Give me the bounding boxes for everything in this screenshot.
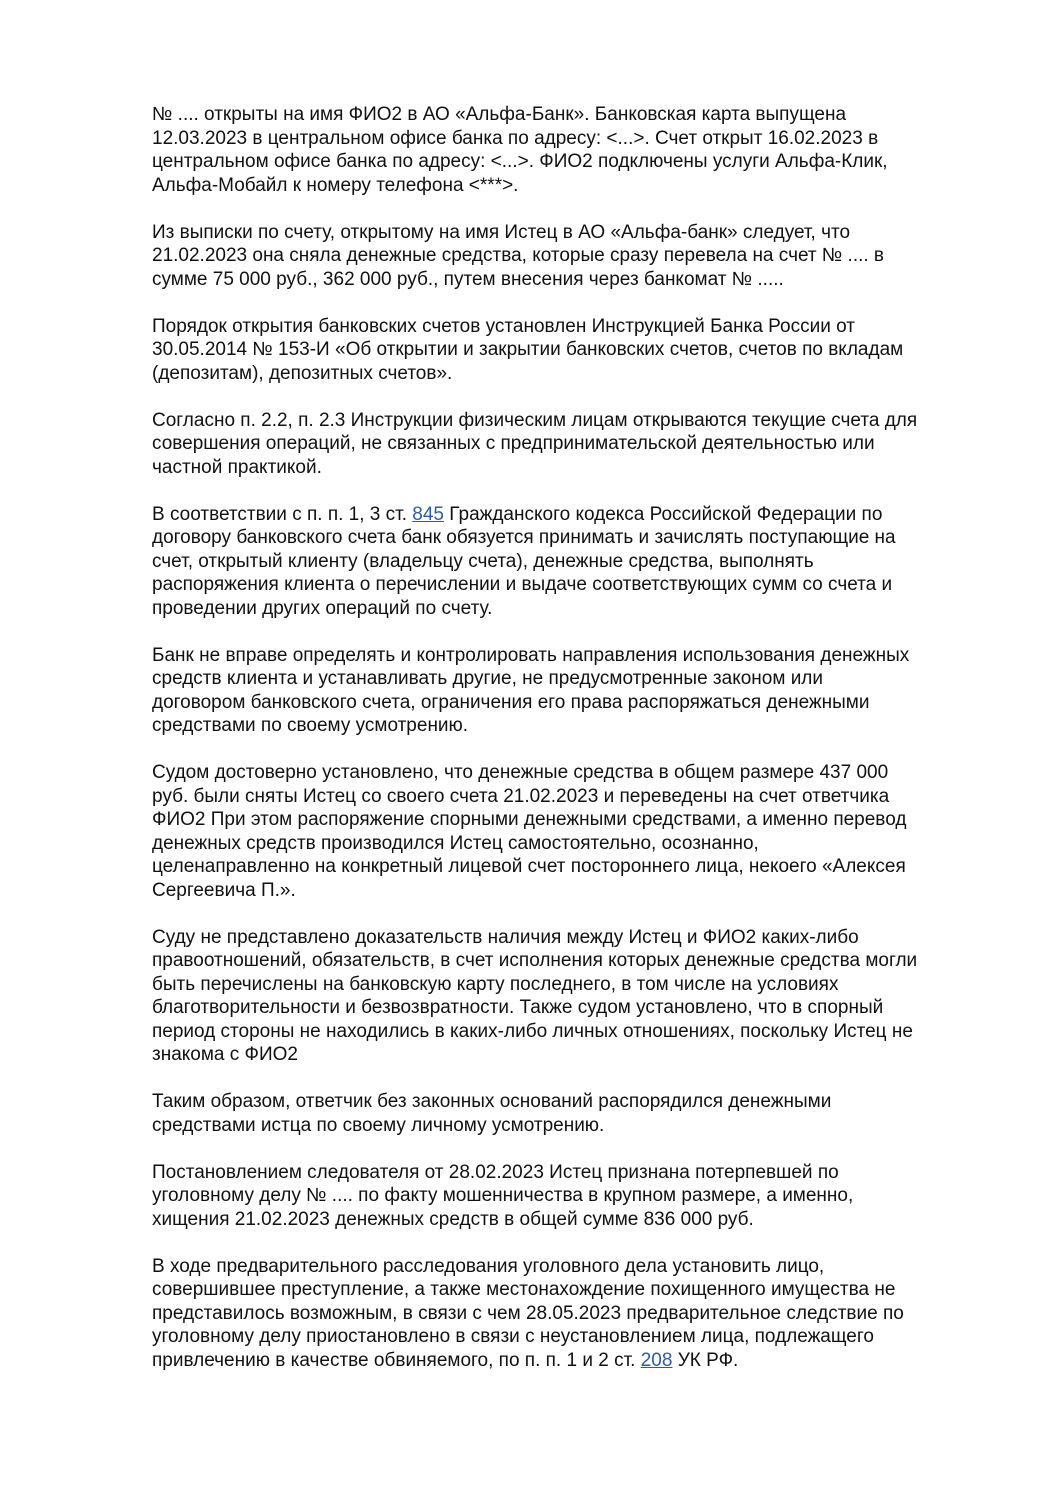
text-line bbox=[152, 691, 1012, 715]
paragraph bbox=[152, 503, 1012, 621]
text-line bbox=[152, 1302, 1012, 1326]
text-line bbox=[152, 103, 1012, 127]
text-segment: уголовному делу приостановлено в связи с неустановлением лица, подлежащего bbox=[152, 1326, 874, 1347]
text-line bbox=[152, 244, 1012, 268]
text-line bbox=[152, 996, 1012, 1020]
paragraph bbox=[152, 761, 1012, 902]
text-line bbox=[152, 879, 1012, 903]
text-segment: хищения 21.02.2023 денежных средств в общей сумме 836 000 руб. bbox=[152, 1208, 754, 1230]
text-line bbox=[152, 456, 1012, 480]
text-line bbox=[152, 1161, 1012, 1185]
text-line bbox=[152, 127, 1012, 151]
text-segment: средствами истца по своему личному усмотрению. bbox=[152, 1114, 605, 1136]
text-line bbox=[152, 1114, 1012, 1138]
paragraph bbox=[152, 315, 1012, 386]
text-line bbox=[152, 714, 1012, 738]
text-line bbox=[152, 1255, 1012, 1279]
text-segment: договором банковского счета, ограничения его права распоряжаться денежными bbox=[152, 691, 870, 713]
text-line bbox=[152, 174, 1012, 198]
text-segment: Согласно п. 2.2, п. 2.3 Инструкции физическим лицам открываются текущие счета для bbox=[152, 409, 918, 431]
text-segment: целенаправленно на конкретный лицевой счет постороннего лица, некоего «Алексея bbox=[152, 856, 906, 877]
text-line bbox=[152, 1349, 1012, 1373]
text-segment: Таким образом, ответчик без законных оснований распорядился денежными bbox=[152, 1091, 832, 1112]
text-line bbox=[152, 150, 1012, 174]
text-segment: совершившее преступление, а также местонахождение похищенного имущества не bbox=[152, 1279, 896, 1300]
text-segment: представилось возможным, в связи с чем 28.05.2023 предварительное следствие по bbox=[152, 1302, 904, 1324]
text-segment: Судом достоверно установлено, что денежные средства в общем размере 437 000 bbox=[152, 762, 889, 783]
text-line bbox=[152, 1278, 1012, 1302]
text-segment: В соответствии с п. п. 1, 3 ст. bbox=[152, 503, 413, 525]
text-line bbox=[152, 1043, 1012, 1067]
text-line bbox=[152, 432, 1012, 456]
paragraph bbox=[152, 644, 1012, 738]
text-line bbox=[152, 667, 1012, 691]
text-segment: 30.05.2014 № 153-И «Об открытии и закрытии банковских счетов, счетов по вкладам bbox=[152, 339, 904, 360]
text-segment: распоряжения клиента о перечислении и выдаче соответствующих сумм со счета и bbox=[152, 574, 893, 595]
document-page bbox=[152, 103, 1012, 1396]
text-line bbox=[152, 973, 1012, 997]
text-segment: правоотношений, обязательств, в счет исполнения которых денежные средства могли bbox=[152, 950, 918, 971]
text-segment: 21.02.2023 она сняла денежные средства, которые сразу перевела на счет № .... в bbox=[152, 245, 885, 266]
text-line bbox=[152, 785, 1012, 809]
text-line bbox=[152, 221, 1012, 245]
text-segment: совершения операций, не связанных с предпринимательской деятельностью или bbox=[152, 433, 875, 454]
text-segment: В ходе предварительного расследования уголовного дела установить лицо, bbox=[152, 1255, 825, 1277]
text-segment: руб. были сняты Истец со своего счета 21.02.2023 и переведены на счет ответчика bbox=[152, 785, 890, 807]
text-line bbox=[152, 855, 1012, 879]
text-line bbox=[152, 550, 1012, 574]
text-segment: частной практикой. bbox=[152, 456, 322, 478]
text-line bbox=[152, 409, 1012, 433]
text-line bbox=[152, 1208, 1012, 1232]
text-segment: проведении других операций по счету. bbox=[152, 597, 493, 619]
text-segment: Сергеевича П.». bbox=[152, 879, 296, 901]
text-segment: Порядок открытия банковских счетов установлен Инструкцией Банка России от bbox=[152, 315, 855, 337]
text-segment: УК РФ. bbox=[672, 1349, 739, 1371]
text-segment: период стороны не находились в каких-либо личных отношениях, поскольку Истец не bbox=[152, 1020, 913, 1042]
text-line bbox=[152, 644, 1012, 668]
text-line bbox=[152, 761, 1012, 785]
text-segment: быть перечислены на банковскую карту последнего, в том числе на условиях bbox=[152, 973, 839, 995]
text-segment: благотворительности и безвозвратности. Также судом установлено, что в спорный bbox=[152, 997, 884, 1018]
text-segment: Банк не вправе определять и контролировать направления использования денежных bbox=[152, 644, 910, 666]
text-line bbox=[152, 315, 1012, 339]
paragraph bbox=[152, 103, 1012, 197]
text-segment: сумме 75 000 руб., 362 000 руб., путем внесения через банкомат № ..... bbox=[152, 268, 784, 290]
text-segment: Суду не представлено доказательств наличия между Истец и ФИО2 каких-либо bbox=[152, 926, 859, 948]
article-link[interactable]: 208 bbox=[640, 1349, 673, 1371]
text-segment: ФИО2 При этом распоряжение спорными денежными средствами, а именно перевод bbox=[152, 809, 907, 830]
text-segment: № .... открыты на имя ФИО2 в АО «Альфа-Банк». Банковская карта выпущена bbox=[152, 104, 847, 125]
text-line bbox=[152, 949, 1012, 973]
paragraph bbox=[152, 1161, 1012, 1232]
text-line bbox=[152, 1020, 1012, 1044]
paragraph bbox=[152, 926, 1012, 1067]
paragraph bbox=[152, 409, 1012, 480]
text-segment: Альфа-Мобайл к номеру телефона <***>. bbox=[152, 174, 519, 196]
text-line bbox=[152, 338, 1012, 362]
text-segment: 12.03.2023 в центральном офисе банка по адресу: <...>. Счет открыт 16.02.2023 в bbox=[152, 127, 879, 149]
paragraph bbox=[152, 221, 1012, 292]
text-segment: уголовному делу № .... по факту мошенничества в крупном размере, а именно, bbox=[152, 1185, 854, 1206]
text-line bbox=[152, 926, 1012, 950]
text-segment: привлечению в качестве обвиняемого, по п. п. 1 и 2 ст. bbox=[152, 1349, 641, 1371]
text-segment: Из выписки по счету, открытому на имя Истец в АО «Альфа-банк» следует, что bbox=[152, 221, 851, 243]
text-segment: Гражданского кодекса Российской Федерации по bbox=[444, 503, 883, 525]
text-line bbox=[152, 362, 1012, 386]
text-line bbox=[152, 573, 1012, 597]
paragraph bbox=[152, 1255, 1012, 1373]
text-line bbox=[152, 1090, 1012, 1114]
article-link[interactable]: 845 bbox=[412, 503, 444, 525]
text-segment: средствами по своему усмотрению. bbox=[152, 715, 469, 736]
text-segment: центральном офисе банка по адресу: <...>. ФИО2 подключены услуги Альфа-Клик, bbox=[152, 151, 888, 172]
text-segment: средств клиента и устанавливать другие, не предусмотренные законом или bbox=[152, 668, 824, 689]
text-segment: Постановлением следователя от 28.02.2023 Истец признана потерпевшей по bbox=[152, 1161, 839, 1183]
text-segment: счет, открытый клиенту (владельцу счета), денежные средства, выполнять bbox=[152, 550, 814, 572]
text-line bbox=[152, 268, 1012, 292]
text-segment: знакома с ФИО2 bbox=[152, 1044, 298, 1065]
text-segment: (депозитам), депозитных счетов». bbox=[152, 362, 453, 384]
paragraph bbox=[152, 1090, 1012, 1137]
text-line bbox=[152, 503, 1012, 527]
text-line bbox=[152, 526, 1012, 550]
text-line bbox=[152, 808, 1012, 832]
text-line bbox=[152, 597, 1012, 621]
text-line bbox=[152, 832, 1012, 856]
text-line bbox=[152, 1325, 1012, 1349]
text-segment: договору банковского счета банк обязуется принимать и зачислять поступающие на bbox=[152, 527, 896, 548]
text-segment: денежных средств производился Истец самостоятельно, осознанно, bbox=[152, 832, 759, 854]
text-line bbox=[152, 1184, 1012, 1208]
